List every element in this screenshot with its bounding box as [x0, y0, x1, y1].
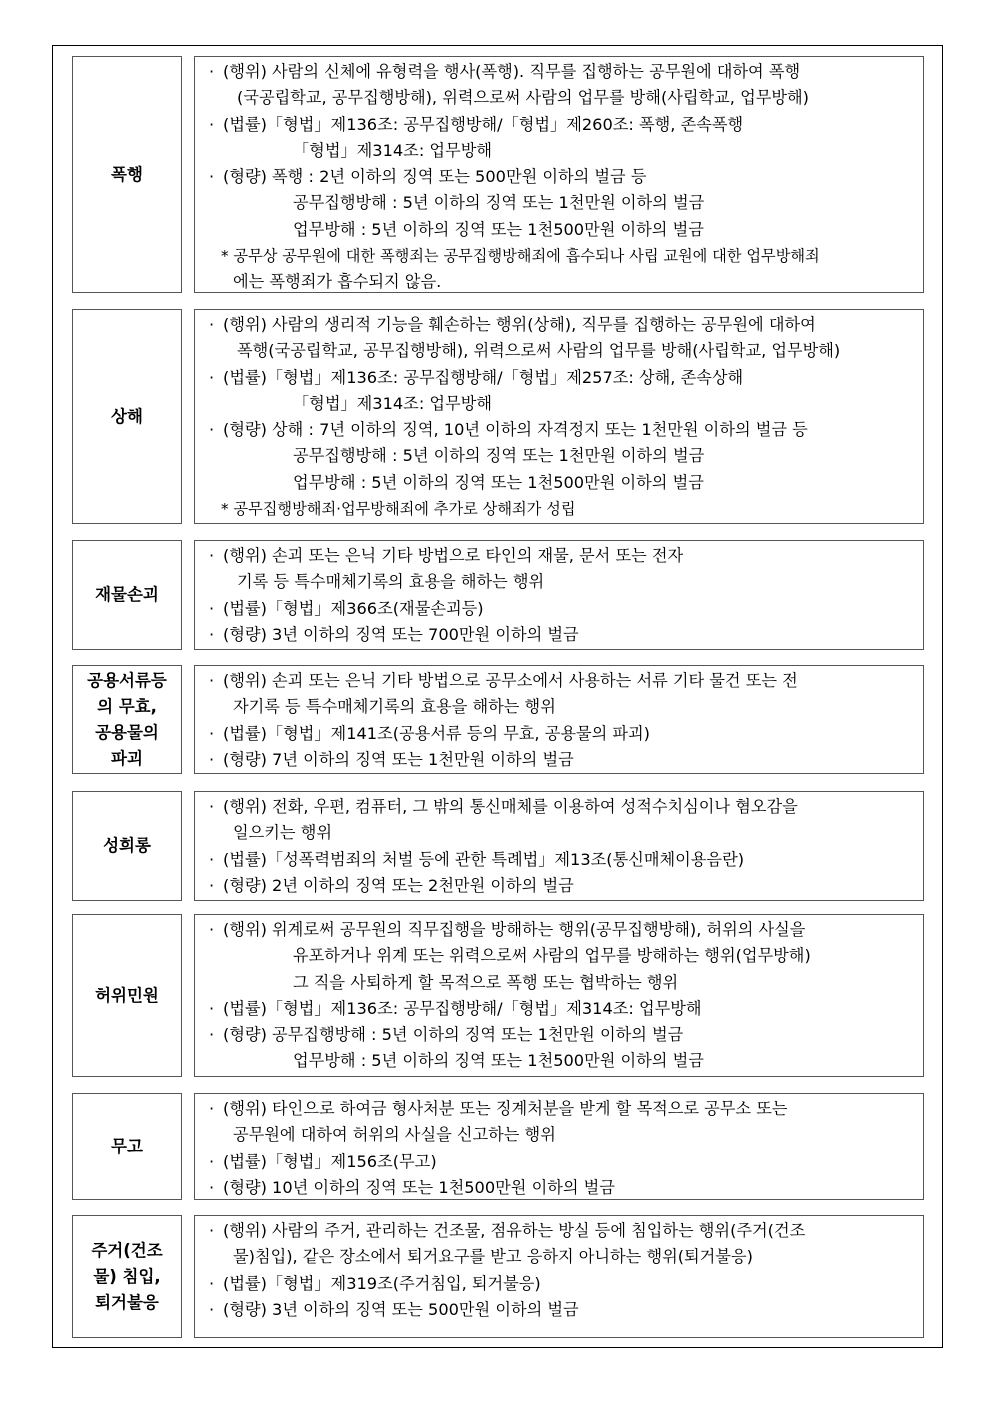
bullet-icon: ·: [209, 546, 215, 565]
detail-text: 공무원에 대하여 허위의 사실을 신고하는 행위: [233, 1125, 556, 1145]
detail-line: [209, 243, 915, 269]
offense-name: 허위민원: [95, 985, 159, 1005]
offense-name-cell: [72, 309, 182, 524]
offense-detail-cell: [194, 540, 924, 650]
detail-text: (형량) 7년 이하의 징역 또는 1천만원 이하의 벌금: [223, 749, 574, 769]
detail-line: [209, 1122, 915, 1148]
detail-text: (형량) 공무집행방해 : 5년 이하의 징역 또는 1천만원 이하의 벌금: [223, 1025, 684, 1045]
offense-detail-cell: [194, 914, 924, 1077]
detail-line: [209, 543, 915, 569]
bullet-icon: ·: [209, 598, 215, 618]
offense-detail-cell: [194, 309, 924, 524]
bullet-icon: ·: [209, 723, 215, 743]
detail-line: [209, 443, 915, 469]
detail-text: 기록 등 특수매체기록의 효용을 해하는 행위: [237, 572, 545, 592]
offense-row: [72, 791, 924, 901]
offense-name: 상해: [111, 406, 143, 426]
detail-text: (형량) 3년 이하의 징역 또는 500만원 이하의 벌금: [223, 1299, 579, 1319]
detail-line: [209, 1149, 915, 1175]
detail-text: (행위) 타인으로 하여금 형사처분 또는 징계처분을 받게 할 목적으로 공무소 또는: [223, 1099, 788, 1118]
detail-text: 에는 폭행죄가 흡수되지 않음.: [233, 272, 442, 292]
detail-text: 업무방해 : 5년 이하의 징역 또는 1천500만원 이하의 벌금: [293, 1051, 704, 1071]
offense-row: [72, 56, 924, 293]
detail-text: (법률)「형법」제156조(무고): [223, 1151, 437, 1171]
offense-detail-cell: [194, 791, 924, 901]
detail-line: [209, 59, 915, 85]
detail-line: [209, 820, 915, 846]
detail-text: (법률)「형법」제319조(주거침입, 퇴거불응): [223, 1273, 541, 1293]
bullet-icon: ·: [209, 315, 215, 334]
offense-name-cell: [72, 914, 182, 1077]
offense-name: 재물손괴: [95, 585, 159, 604]
offense-row: [72, 665, 924, 774]
bullet-icon: ·: [209, 1299, 215, 1319]
offense-row: [72, 1093, 924, 1200]
detail-text: (형량) 10년 이하의 징역 또는 1천500만원 이하의 벌금: [223, 1177, 615, 1197]
detail-text: (행위) 손괴 또는 은닉 기타 방법으로 타인의 재물, 문서 또는 전자: [223, 546, 684, 565]
detail-line: [209, 569, 915, 595]
detail-text: (법률)「성폭력범죄의 처벌 등에 관한 특례법」제13조(통신매체이용음란): [223, 849, 745, 869]
bullet-icon: ·: [209, 797, 215, 816]
offense-name: 성희롱: [103, 836, 151, 855]
detail-line: [209, 312, 915, 338]
detail-line: [209, 873, 915, 899]
detail-line: [209, 138, 915, 164]
bullet-icon: ·: [209, 998, 215, 1018]
detail-text: (행위) 사람의 신체에 유형력을 행사(폭행). 직무를 집행하는 공무원에 대하여 폭행: [223, 62, 801, 81]
detail-text: * 공무집행방해죄·업무방해죄에 추가로 상해죄가 성립: [221, 500, 576, 519]
bullet-icon: ·: [209, 1177, 215, 1197]
offense-name-cell: [72, 1215, 182, 1338]
detail-text: 일으키는 행위: [233, 823, 332, 843]
offense-row: [72, 914, 924, 1077]
detail-line: [209, 1175, 915, 1201]
detail-line: [209, 694, 915, 720]
offense-name-cell: [72, 791, 182, 901]
detail-text: 「형법」제314조: 업무방해: [293, 140, 492, 160]
bullet-icon: ·: [209, 849, 215, 869]
bullet-icon: ·: [209, 420, 215, 440]
bullet-icon: ·: [209, 1099, 215, 1118]
detail-line: [209, 417, 915, 443]
bullet-icon: ·: [209, 624, 215, 644]
offense-name: 퇴거불응: [95, 1292, 159, 1312]
bullet-icon: ·: [209, 749, 215, 769]
offense-name-cell: [72, 665, 182, 774]
detail-text: (국공립학교, 공무집행방해), 위력으로써 사람의 업무를 방해(사립학교, 업무방해): [237, 88, 809, 108]
detail-text: (법률)「형법」제136조: 공무집행방해/「형법」제314조: 업무방해: [223, 998, 702, 1018]
detail-line: [209, 112, 915, 138]
offense-name-cell: [72, 1093, 182, 1200]
detail-line: [209, 970, 915, 996]
detail-text: 물)침입), 같은 장소에서 퇴거요구를 받고 응하지 아니하는 행위(퇴거불응): [233, 1247, 753, 1267]
detail-text: (행위) 사람의 생리적 기능을 훼손하는 행위(상해), 직무를 집행하는 공무원에 대하여: [223, 315, 816, 334]
detail-text: (행위) 사람의 주거, 관리하는 건조물, 점유하는 방실 등에 침입하는 행위(주거(건조: [223, 1221, 806, 1240]
bullet-icon: ·: [209, 114, 215, 134]
offense-name: 무고: [111, 1136, 143, 1156]
detail-line: [209, 1048, 915, 1074]
detail-text: (행위) 위계로써 공무원의 직무집행을 방해하는 행위(공무집행방해), 허위의 사실을: [223, 920, 806, 939]
detail-text: 업무방해 : 5년 이하의 징역 또는 1천500만원 이하의 벌금: [293, 219, 704, 239]
detail-line: [209, 1297, 915, 1323]
detail-text: (형량) 폭행 : 2년 이하의 징역 또는 500만원 이하의 벌금 등: [223, 167, 647, 187]
detail-text: (형량) 3년 이하의 징역 또는 700만원 이하의 벌금: [223, 624, 579, 644]
detail-text: 폭행(국공립학교, 공무집행방해), 위력으로써 사람의 업무를 방해(사립학교, 업무방해): [237, 341, 841, 361]
detail-line: [209, 847, 915, 873]
detail-line: [209, 85, 915, 111]
detail-text: 「형법」제314조: 업무방해: [293, 393, 492, 413]
detail-text: 공무집행방해 : 5년 이하의 징역 또는 1천만원 이하의 벌금: [293, 446, 705, 466]
bullet-icon: ·: [209, 62, 215, 81]
detail-line: [209, 596, 915, 622]
detail-text: (법률)「형법」제141조(공용서류 등의 무효, 공용물의 파괴): [223, 723, 651, 743]
detail-line: [209, 365, 915, 391]
detail-text: 업무방해 : 5년 이하의 징역 또는 1천500만원 이하의 벌금: [293, 472, 704, 492]
detail-line: [209, 668, 915, 694]
bullet-icon: ·: [209, 1151, 215, 1171]
detail-text: 유포하거나 위계 또는 위력으로써 사람의 업무를 방해하는 행위(업무방해): [293, 946, 811, 966]
offense-name: 물) 침입,: [93, 1266, 161, 1286]
detail-text: (형량) 2년 이하의 징역 또는 2천만원 이하의 벌금: [223, 875, 574, 895]
detail-line: [209, 747, 915, 773]
offense-name: 공용물의: [95, 722, 159, 742]
offense-name: 주거(건조: [91, 1240, 163, 1260]
detail-text: 공무집행방해 : 5년 이하의 징역 또는 1천만원 이하의 벌금: [293, 193, 705, 213]
offense-row: [72, 540, 924, 650]
detail-line: [209, 622, 915, 648]
detail-text: 자기록 등 특수매체기록의 효용을 해하는 행위: [233, 697, 556, 717]
detail-line: [209, 917, 915, 943]
detail-line: [209, 217, 915, 243]
offense-name: 파괴: [111, 748, 143, 768]
bullet-icon: ·: [209, 1221, 215, 1240]
detail-line: [209, 943, 915, 969]
offense-row: [72, 1215, 924, 1338]
detail-line: [209, 1244, 915, 1270]
detail-text: 그 직을 사퇴하게 할 목적으로 폭행 또는 협박하는 행위: [293, 972, 679, 992]
offense-name-cell: [72, 540, 182, 650]
detail-line: [209, 996, 915, 1022]
detail-text: (형량) 상해 : 7년 이하의 징역, 10년 이하의 자격정지 또는 1천만원 이하의 벌금 등: [223, 420, 808, 440]
offense-detail-cell: [194, 1215, 924, 1338]
offense-detail-cell: [194, 56, 924, 293]
offense-detail-cell: [194, 1093, 924, 1200]
bullet-icon: ·: [209, 367, 215, 387]
offense-name: 폭행: [111, 164, 143, 184]
bullet-icon: ·: [209, 920, 215, 939]
detail-text: (법률)「형법」제136조: 공무집행방해/「형법」제260조: 폭행, 존속폭행: [223, 114, 744, 134]
detail-text: (행위) 전화, 우편, 컴퓨터, 그 밖의 통신매체를 이용하여 성적수치심이나 혐오감을: [223, 797, 798, 816]
detail-line: [209, 794, 915, 820]
offense-name: 의 무효,: [97, 696, 157, 716]
detail-line: [209, 338, 915, 364]
detail-line: [209, 721, 915, 747]
detail-line: [209, 496, 915, 522]
bullet-icon: ·: [209, 875, 215, 895]
detail-line: [209, 470, 915, 496]
detail-text: (행위) 손괴 또는 은닉 기타 방법으로 공무소에서 사용하는 서류 기타 물건 또는 전: [223, 671, 798, 690]
bullet-icon: ·: [209, 1025, 215, 1045]
detail-line: [209, 190, 915, 216]
detail-text: * 공무상 공무원에 대한 폭행죄는 공무집행방해죄에 흡수되나 사립 교원에 대한 업무방해죄: [221, 247, 820, 266]
detail-line: [209, 391, 915, 417]
offense-detail-cell: [194, 665, 924, 774]
detail-line: [209, 1218, 915, 1244]
detail-text: (법률)「형법」제136조: 공무집행방해/「형법」제257조: 상해, 존속상해: [223, 367, 744, 387]
offense-row: [72, 309, 924, 524]
offense-name-cell: [72, 56, 182, 293]
bullet-icon: ·: [209, 1273, 215, 1293]
detail-line: [209, 164, 915, 190]
detail-line: [209, 269, 915, 295]
detail-text: (법률)「형법」제366조(재물손괴등): [223, 598, 484, 618]
offense-name: 공용서류등: [87, 670, 167, 690]
detail-line: [209, 1096, 915, 1122]
bullet-icon: ·: [209, 167, 215, 187]
bullet-icon: ·: [209, 671, 215, 690]
detail-line: [209, 1271, 915, 1297]
detail-line: [209, 1022, 915, 1048]
